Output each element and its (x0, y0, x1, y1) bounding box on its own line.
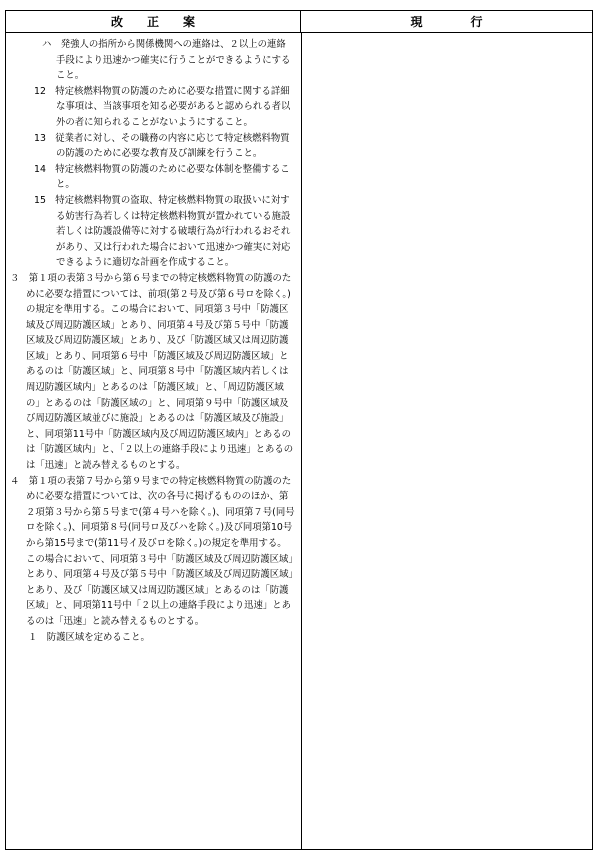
comparison-table (5, 10, 593, 850)
paragraph-15: 15 特定核燃料物質の盗取、特定核燃料物質の取扱いに対する妨害行為若しくは特定核燃料物質が置かれている施設若しくは防護設備等に対する破壊行為が行われるおそれがあり、又は行われた場合において迅速かつ確実に対応できるように適切な計画を作成すること。 (34, 194, 291, 269)
paragraph-4: ４ 第１項の表第７号から第９号までの特定核燃料物質の防護のために必要な措置については、次の各号に掲げるもののほか、第２項第３号から第５号まで(第４号ハを除く。)、同項第７号(同号ロを除く。)、同項第８号(同号ロ及びハを除く。)及び同項第10号から第15号まで(第11号イ及びロを除く。)の規定を準用する。この場合において、同項第３号中「防護区域及び周辺防護区域」とあり、同項第４号及び第５号中「防護区域及び周辺防護区域」とあり、及び「防護区域又は周辺防護区域」とあるのは「防護区域」と、同項第11号中「２以上の連絡手段により迅速」とあるのは「迅速」と読み替えるものとする。 (10, 475, 295, 627)
paragraph-14: 14 特定核燃料物質の防護のために必要な体制を整備すること。 (34, 163, 290, 191)
header-current: 現 行 (301, 11, 592, 33)
paragraph-13: 13 従業者に対し、その職務の内容に応じて特定核燃料物質の防護のために必要な教育及び訓練を行うこと。 (34, 132, 290, 160)
header-proposed: 改 正 案 (6, 11, 301, 33)
paragraph-4-1: １ 防護区域を定めること。 (28, 631, 150, 643)
proposed-column (6, 37, 299, 645)
paragraph-3: ３ 第１項の表第３号から第６号までの特定核燃料物質の防護のために必要な措置については、前項(第２号及び第６号ロを除く。)の規定を準用する。この場合において、同項第３号中「防護区域及び周辺防護区域」とあり、同項第４号及び第５号中「防護区域及び周辺防護区域」とあり、及び「防護区域又は周辺防護区域」とあり、同項第６号中「防護区域及び周辺防護区域」とあるのは「防護区域」と、同項第８号中「防護区域内若しくは周辺防護区域内」とあるのは「防護区域」と、「周辺防護区域の」とあるのは「防護区域の」と、同項第９号中「防護区域及び周辺防護区域並びに施設」とあるのは「防護区域及び施設」と、同項第11号中「防護区域内及び周辺防護区域内」とあるのは「防護区域内」と、「２以上の連絡手段により迅速」とあるのは「迅速」と読み替えるものとする。 (10, 272, 294, 472)
paragraph-ha: ハ 発強人の指所から関係機関への連絡は、２以上の連絡手段により迅速かつ確実に行うことができるようにすること。 (42, 39, 291, 82)
current-column (302, 33, 592, 849)
paragraph-12: 12 特定核燃料物質の防護のために必要な措置に関する詳細な事項は、当該事項を知る必要があると認められる者以外の者に知られることがないようにすること。 (34, 85, 291, 128)
